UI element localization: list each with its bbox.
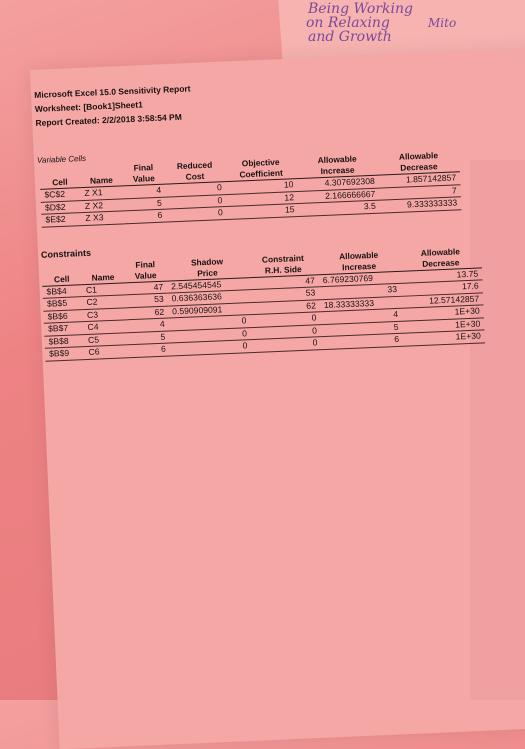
hdr-allow-dec: Allowable <box>420 245 461 258</box>
hdr-price: Price <box>166 266 248 281</box>
hdr-final: Final <box>133 162 154 173</box>
hdr-decrease: Decrease <box>400 256 482 271</box>
cell-shadow: 0 <box>170 340 252 356</box>
cell-final: 6 <box>128 343 170 357</box>
cell-ref: $B$4 <box>42 284 82 298</box>
cell-increase: 5 <box>321 321 403 337</box>
cell-decrease: 17.6 <box>401 280 483 296</box>
hdr-increase: Increase <box>318 259 400 274</box>
cell-ref: $E$2 <box>41 213 81 227</box>
cell-reduced: 0 <box>166 207 227 222</box>
hdr-allow-inc: Allowable <box>317 153 357 166</box>
cell-shadow: 0.636363636 <box>167 290 249 306</box>
cell-rhs: 53 <box>249 287 320 302</box>
cell-name: C1 <box>82 282 126 296</box>
cell-decrease: 7 <box>379 184 461 200</box>
report-worksheet: Worksheet: [Book1]Sheet1 <box>34 99 144 114</box>
cell-ref: $B$6 <box>43 309 83 323</box>
hdr-constraint: Constraint <box>261 252 304 265</box>
cell-shadow: 0.590909091 <box>168 302 250 318</box>
hdr-value: Value <box>123 173 165 186</box>
cell-decrease: 1.857142857 <box>379 172 461 188</box>
report-title: Microsoft Excel 15.0 Sensitivity Report <box>34 83 191 100</box>
hdr-name: Name <box>80 174 124 187</box>
cell-ref: $B$5 <box>43 297 83 311</box>
hdr-allow-inc: Allowable <box>338 249 379 261</box>
cell-name: C5 <box>84 332 128 346</box>
report-created: Report Created: 2/2/2018 3:58:54 PM <box>35 111 182 128</box>
variable-cells-title: Variable Cells <box>36 153 87 165</box>
cell-decrease: 1E+30 <box>402 317 484 333</box>
cell-objective: 12 <box>226 191 298 206</box>
cell-name: Z X3 <box>81 211 125 225</box>
cell-rhs: 62 <box>250 299 321 314</box>
cell-rhs: 0 <box>251 324 322 339</box>
sensitivity-report <box>34 70 485 362</box>
cell-reduced: 0 <box>165 194 226 209</box>
hdr-reduced: Reduced <box>176 159 213 172</box>
cell-rhs: 47 <box>249 274 320 289</box>
handwriting-line-2: on Relaxing <box>306 15 390 31</box>
cell-final: 53 <box>125 293 167 307</box>
cell-ref: $B$9 <box>45 347 85 361</box>
cell-shadow: 0 <box>169 327 251 343</box>
constraints-title: Constraints <box>40 247 92 260</box>
cell-decrease: 1E+30 <box>403 330 485 346</box>
hdr-allow-dec: Allowable <box>398 150 439 162</box>
hdr-objective: Objective <box>241 156 280 169</box>
hdr-cell: Cell <box>40 176 80 189</box>
cell-name: C4 <box>83 320 127 334</box>
cell-rhs: 0 <box>251 337 322 352</box>
hdr-name: Name <box>81 271 125 284</box>
cell-final: 6 <box>124 209 166 223</box>
cell-shadow: 0 <box>168 315 250 331</box>
handwriting-line-3: and Growth <box>308 29 392 45</box>
constraints-table <box>41 245 485 361</box>
hdr-cell: Cell <box>42 273 82 286</box>
cell-decrease: 9.333333333 <box>380 197 462 213</box>
hdr-rhs: R.H. Side <box>248 263 318 277</box>
handwriting-line-1: Being Working <box>308 1 413 17</box>
cell-decrease: 1E+30 <box>402 305 484 321</box>
hdr-increase: Increase <box>297 164 379 179</box>
cell-objective: 10 <box>226 179 298 194</box>
cell-decrease: 12.57142857 <box>401 292 483 308</box>
cell-name: C2 <box>82 295 126 309</box>
cell-ref: $D$2 <box>41 200 81 214</box>
hdr-decrease: Decrease <box>378 160 460 175</box>
cell-final: 4 <box>127 318 169 332</box>
cell-increase: 33 <box>319 283 401 299</box>
handwriting-mark: Mito <box>428 16 457 30</box>
cell-increase: 4 <box>320 308 402 324</box>
hdr-final: Final <box>135 258 156 270</box>
cell-ref: $B$8 <box>44 334 84 348</box>
hdr-value: Value <box>124 269 166 282</box>
cell-name: Z X1 <box>80 186 124 200</box>
cell-final: 5 <box>127 331 169 345</box>
cell-final: 5 <box>124 197 166 211</box>
hdr-shadow: Shadow <box>190 255 224 268</box>
cell-ref: $B$7 <box>44 322 84 336</box>
cell-objective: 15 <box>227 204 299 219</box>
cell-decrease: 13.75 <box>400 267 482 283</box>
cell-reduced: 0 <box>165 182 226 197</box>
cell-name: C3 <box>83 307 127 321</box>
hdr-cost: Cost <box>164 170 225 184</box>
cell-increase: 3.5 <box>298 200 380 216</box>
cell-shadow: 2.545454545 <box>167 277 249 293</box>
cell-final: 47 <box>125 281 167 295</box>
cell-increase: 6.769230769 <box>319 271 401 287</box>
cell-final: 4 <box>123 184 165 198</box>
cell-increase: 4.307692308 <box>297 175 379 191</box>
cell-name: Z X2 <box>81 198 125 212</box>
hdr-coefficient: Coefficient <box>225 167 297 181</box>
cell-increase: 2.166666667 <box>298 188 380 204</box>
cell-increase: 18.33333333 <box>320 296 402 312</box>
cell-ref: $C$2 <box>40 188 80 202</box>
cell-final: 62 <box>126 306 168 320</box>
cell-name: C6 <box>84 345 128 359</box>
cell-rhs: 0 <box>250 312 321 327</box>
cell-increase: 6 <box>321 333 403 349</box>
